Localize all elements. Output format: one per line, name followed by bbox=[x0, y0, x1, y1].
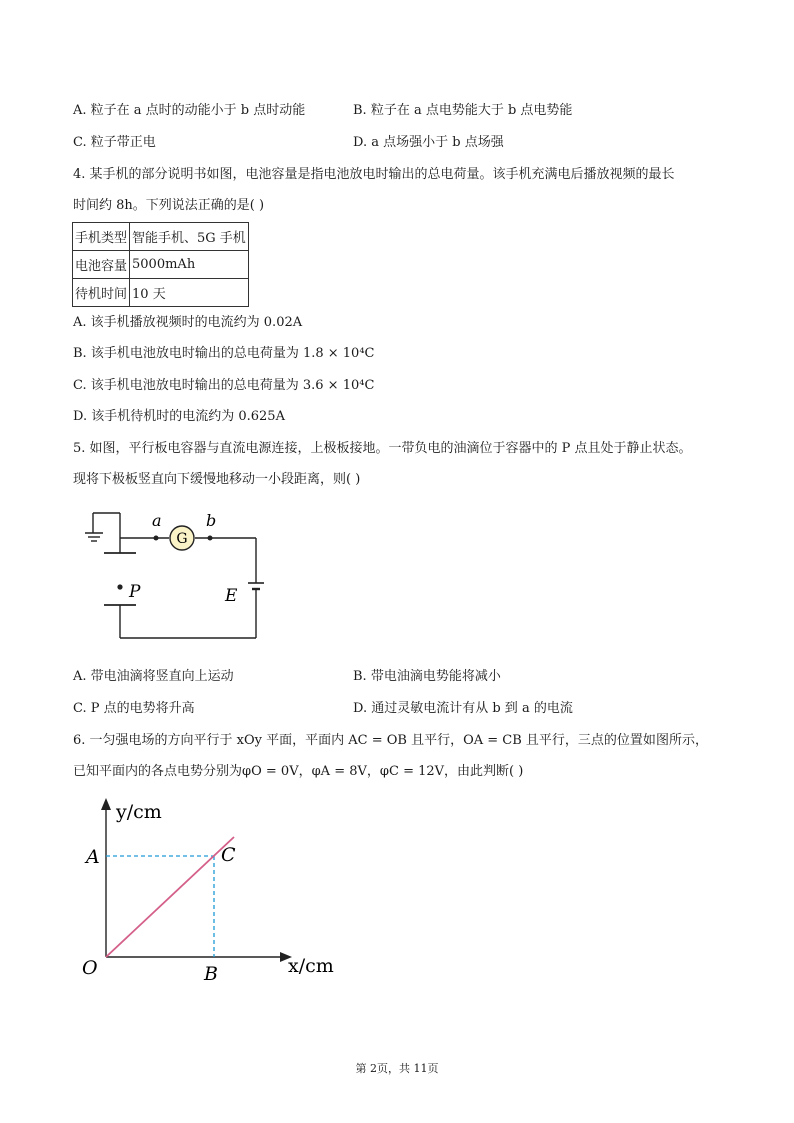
spec-key: 电池容量 bbox=[73, 251, 130, 279]
battery-e-label: E bbox=[225, 586, 238, 606]
spec-value: 10 天 bbox=[130, 279, 249, 307]
page-footer: 第 2页，共 11页 bbox=[355, 1062, 439, 1075]
q5-option-a: A. 带电油滴将竖直向上运动 bbox=[73, 669, 234, 684]
q4-option-a: A. 该手机播放视频时的电流约为 0.02A bbox=[73, 315, 303, 330]
spec-key: 待机时间 bbox=[73, 279, 130, 307]
q5-option-b: B. 带电油滴电势能将减小 bbox=[353, 669, 501, 684]
spec-value: 智能手机、5G 手机 bbox=[130, 223, 249, 251]
q4-option-d: D. 该手机待机时的电流约为 0.625A bbox=[73, 409, 285, 424]
y-axis-arrow-icon bbox=[101, 798, 111, 810]
node-b-label: b bbox=[206, 511, 217, 530]
xoy-coordinate-diagram bbox=[76, 790, 346, 990]
q4-option-c: C. 该手机电池放电时输出的总电荷量为 3.6 × 10⁴C bbox=[73, 378, 375, 393]
line-oc bbox=[106, 837, 234, 957]
galvanometer-label: G bbox=[176, 531, 188, 547]
oil-droplet-dot bbox=[117, 584, 122, 589]
q5-stem-line1: 5. 如图，平行板电容器与直流电源连接，上极板接地。一带负电的油滴位于容器中的 P 点且处于静止状态。 bbox=[73, 441, 692, 456]
table-row bbox=[73, 223, 249, 251]
q4-stem-line2: 时间约 8h。下列说法正确的是( ) bbox=[73, 198, 265, 213]
q5-option-d: D. 通过灵敏电流计有从 b 到 a 的电流 bbox=[353, 701, 573, 716]
point-o-label: O bbox=[82, 957, 98, 979]
node-b-dot bbox=[208, 536, 213, 541]
spec-value: 5000mAh bbox=[130, 251, 249, 279]
node-a-label: a bbox=[152, 511, 162, 530]
q6-stem-line2: 已知平面内的各点电势分别为φO = 0V，φA = 8V，φC = 12V，由此判断( ) bbox=[73, 764, 524, 779]
point-c-label: C bbox=[221, 844, 236, 866]
spec-key: 手机类型 bbox=[73, 223, 130, 251]
table-row bbox=[73, 251, 249, 279]
y-axis-label: y/cm bbox=[116, 801, 162, 823]
node-a-dot bbox=[154, 536, 159, 541]
q3-option-b: B. 粒子在 a 点电势能大于 b 点电势能 bbox=[353, 103, 573, 118]
q5-stem-line2: 现将下极板竖直向下缓慢地移动一小段距离，则( ) bbox=[73, 472, 361, 487]
point-a-label: A bbox=[86, 846, 100, 868]
point-p-label: P bbox=[129, 582, 141, 602]
table-row bbox=[73, 279, 249, 307]
q3-option-a: A. 粒子在 a 点时的动能小于 b 点时动能 bbox=[73, 103, 306, 118]
q4-option-b: B. 该手机电池放电时输出的总电荷量为 1.8 × 10⁴C bbox=[73, 346, 375, 361]
x-axis-label: x/cm bbox=[288, 955, 334, 977]
q6-stem-line1: 6. 一匀强电场的方向平行于 xOy 平面，平面内 AC = OB 且平行，OA = CB 且平行，三点的位置如图所示， bbox=[73, 733, 708, 748]
capacitor-circuit-diagram bbox=[80, 505, 280, 645]
phone-spec-table bbox=[72, 222, 249, 307]
q4-stem-line1: 4. 某手机的部分说明书如图，电池容量是指电池放电时输出的总电荷量。该手机充满电后播放视频的最长 bbox=[73, 167, 675, 182]
q5-option-c: C. P 点的电势将升高 bbox=[73, 701, 195, 716]
q3-option-d: D. a 点场强小于 b 点场强 bbox=[353, 135, 504, 150]
q3-option-c: C. 粒子带正电 bbox=[73, 135, 156, 150]
point-b-label: B bbox=[204, 963, 218, 985]
